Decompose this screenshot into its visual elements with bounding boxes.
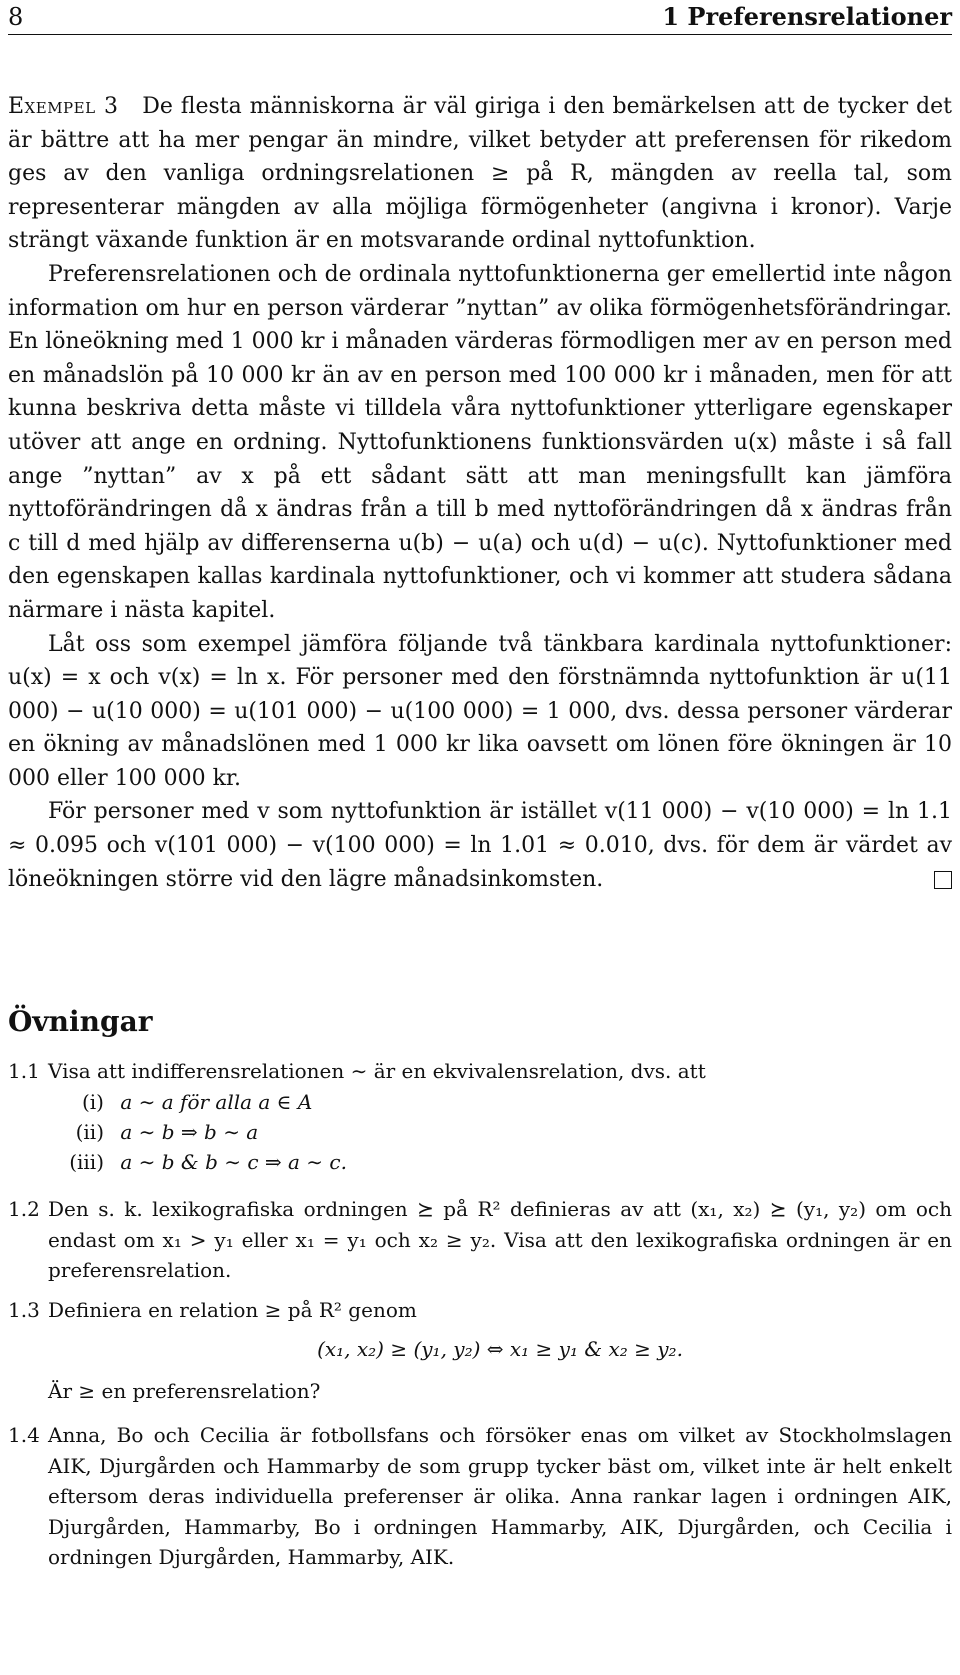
page-number: 8: [8, 3, 24, 31]
example-paragraph-1: [8, 90, 952, 258]
item-label: (i): [81, 1089, 104, 1114]
header-rule: [8, 34, 952, 35]
section-heading: Övningar: [8, 1005, 153, 1038]
example-paragraph-4: [8, 795, 952, 896]
exercise-text: Den s. k. lexikografiska ordningen ⪰ på R² definieras av att (x₁, x₂) ⪰ (y₁, y₂) om och endast om x₁ > y₁ eller x₁ = y₁ och x₂ ≥ y₂. Visa att den lexikografiska ordningen är en preferensrelation.: [48, 1197, 952, 1282]
item-label: (ii): [75, 1119, 104, 1144]
example-paragraph-2: Preferensrelationen och de ordinala nyttofunktionerna ger emellertid inte någon information om hur en person värderar ”nyttan” av olika förmögenhetsförändringar. En löneökning med 1 000 kr i månaden värderas förmodligen mer av en person med en månadslön på 10 000 kr än av en person med 100 000 kr i månaden, men för att kunna beskriva detta måste vi tilldela våra nyttofunktioner ytterligare egenskaper utöver att ange en ordning. Nyttofunktionens funktionsvärden u(x) måste i så fall ange ”nyttan” av x på ett sådant sätt att man meningsfullt kan jämföra nyttoförändringen då x ändras från a till b med nyttoförändringen då x ändras från c till d med hjälp av differenserna u(b) − u(a) och u(d) − u(c). Nyttofunktioner med den egenskapen kallas kardinala nyttofunktioner, och vi kommer att studera sådana närmare i nästa kapitel.: [8, 261, 952, 623]
item-formula: a ∼ a för alla a ∈ A: [120, 1089, 313, 1114]
exercise-1-4: [8, 1420, 952, 1573]
chapter-title: 1 Preferensrelationer: [662, 2, 952, 31]
exercise-number: 1.4: [8, 1423, 40, 1447]
exercise-number: 1.2: [8, 1197, 40, 1221]
exercise-1-1: [8, 1056, 952, 1177]
exercise-question: Är ≥ en preferensrelation?: [48, 1379, 321, 1403]
exercise-items: [56, 1087, 952, 1177]
example-label: Exempel 3: [8, 94, 119, 119]
item-formula: a ∼ b ⇒ b ∼ a: [120, 1119, 259, 1144]
exercise-number: 1.3: [8, 1298, 40, 1322]
exercise-item: [56, 1147, 952, 1177]
exercise-text: Definiera en relation ≥ på R² genom: [48, 1298, 417, 1322]
exercise-number: 1.1: [8, 1059, 40, 1083]
exercise-1-2: [8, 1194, 952, 1286]
page-header: [8, 2, 952, 32]
example-text-4: För personer med v som nyttofunktion är istället v(11 000) − v(10 000) = ln 1.1 ≈ 0.095 och v(101 000) − v(100 000) = ln 1.01 ≈ 0.010, dvs. för dem är värdet av löneökningen större vid den lägre månadsinkomsten.: [8, 799, 952, 892]
exercise-text: Anna, Bo och Cecilia är fotbollsfans och försöker enas om vilket av Stockholmslagen AIK, Djurgården och Hammarby de som grupp tycker bäst om, vilket inte är helt enkelt eftersom deras individuella preferenser är olika. Anna rankar lagen i ordningen AIK, Djurgården, Hammarby, Bo i ordningen Hammarby, AIK, Djurgården, och Cecilia i ordningen Djurgården, Hammarby, AIK.: [48, 1423, 952, 1569]
exercise-1-3: [8, 1295, 952, 1407]
qed-square-icon: [934, 871, 952, 889]
exercise-item: [56, 1117, 952, 1147]
example-paragraph-3: Låt oss som exempel jämföra följande två tänkbara kardinala nyttofunktioner: u(x) = x och v(x) = ln x. För personer med den förstnämnda nyttofunktion är u(11 000) − u(10 000) = u(101 000) − u(100 000) = 1 000, dvs. dessa personer värderar en ökning av månadslönen med 1 000 kr lika oavsett om lönen före ökningen är 10 000 eller 100 000 kr.: [8, 631, 952, 791]
exercise-item: [56, 1087, 952, 1117]
display-formula: (x₁, x₂) ≥ (y₁, y₂) ⇔ x₁ ≥ y₁ & x₂ ≥ y₂.: [317, 1336, 683, 1361]
item-formula: a ∼ b & b ∼ c ⇒ a ∼ c.: [120, 1149, 347, 1174]
exercise-text: Visa att indifferensrelationen ∼ är en ekvivalensrelation, dvs. att: [48, 1059, 706, 1083]
item-label: (iii): [69, 1149, 104, 1174]
example-3: [8, 90, 952, 896]
example-text-1: De flesta människorna är väl giriga i den bemärkelsen att de tycker det är bättre att ha mer pengar än mindre, vilket betyder att preferensen för rikedom ges av den vanliga ordningsrelationen ≥ på R, mängden av reella tal, som representerar mängden av alla möjliga förmögenheter (angivna i kronor). Varje strängt växande funktion är en motsvarande ordinal nyttofunktion.: [8, 94, 952, 254]
